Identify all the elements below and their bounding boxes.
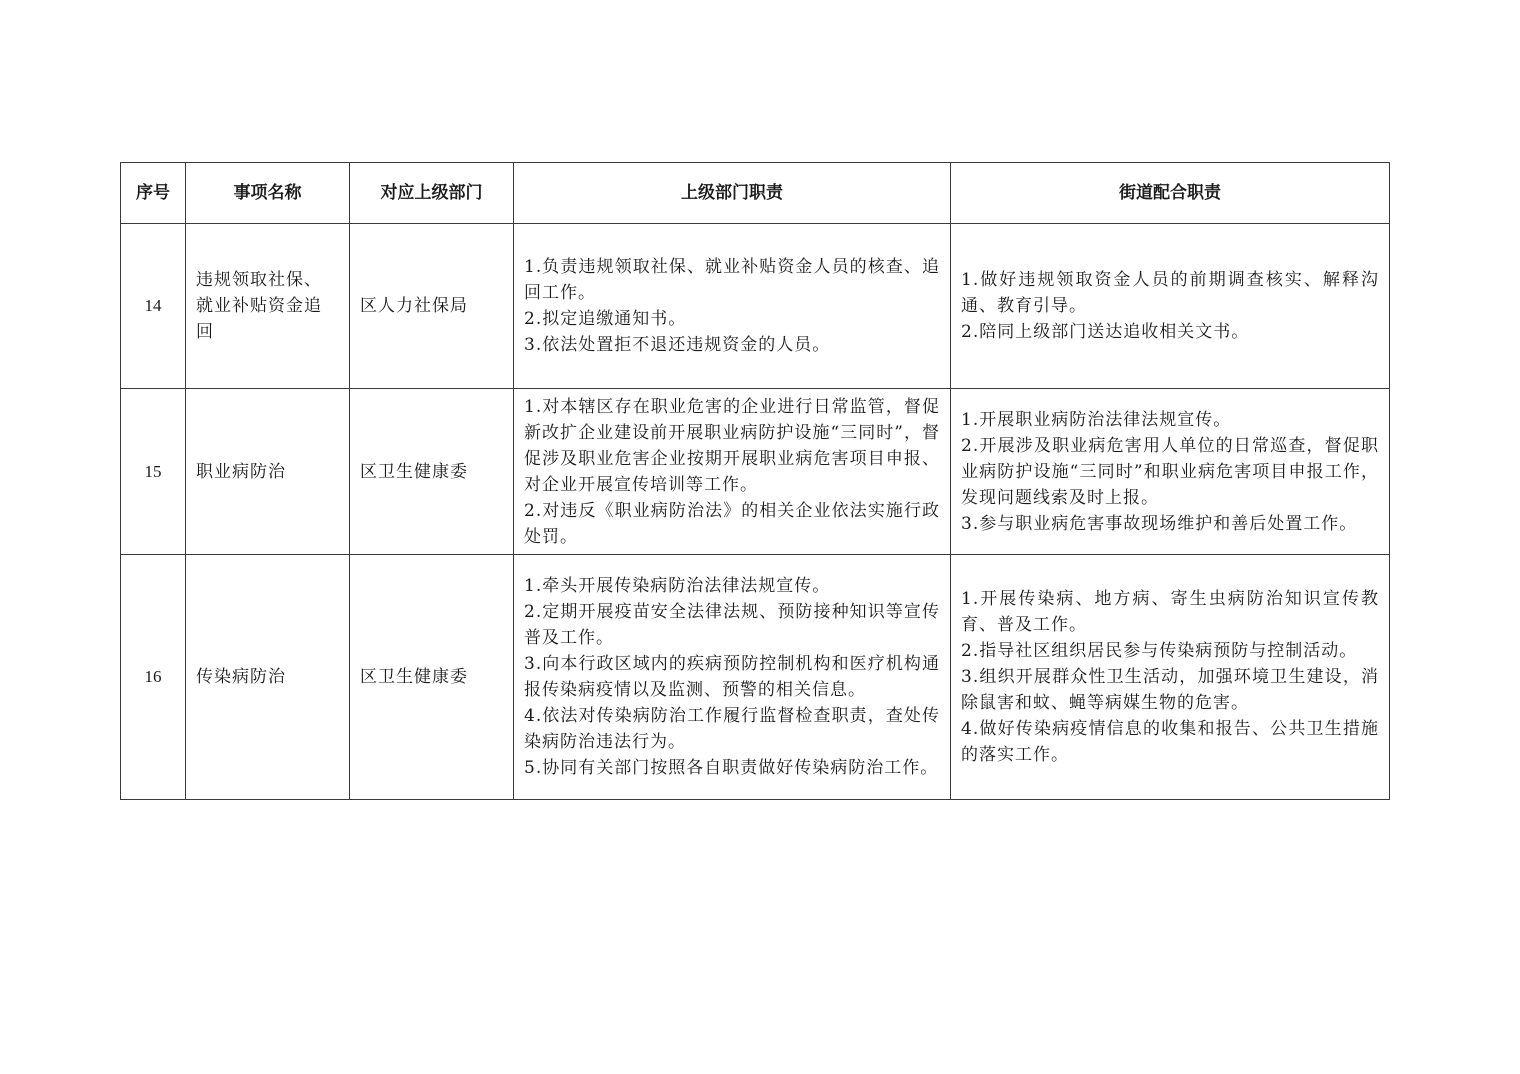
header-street-duty: 街道配合职责 (951, 163, 1390, 224)
row-upper-duty (514, 555, 951, 800)
duty-line: 2.陪同上级部门送达追收相关文书。 (961, 322, 1250, 342)
row-seq: 14 (121, 224, 186, 389)
header-seq: 序号 (121, 163, 186, 224)
table-row (121, 224, 1390, 389)
row-street-duty (951, 224, 1390, 389)
row-seq: 16 (121, 555, 186, 800)
row-street-duty (951, 389, 1390, 555)
duty-line: 3.向本行政区域内的疾病预防控制机构和医疗机构通报传染病疫情以及监测、预警的相关信息。 (524, 654, 940, 700)
row-item-name: 违规领取社保、就业补贴资金追回 (186, 224, 350, 389)
row-seq: 15 (121, 389, 186, 555)
row-dept: 区人力社保局 (350, 224, 514, 389)
duty-line: 2.对违反《职业病防治法》的相关企业依法实施行政处罚。 (524, 500, 940, 547)
row-street-duty (951, 555, 1390, 800)
duty-line: 5.协同有关部门按照各自职责做好传染病防治工作。 (524, 758, 939, 778)
row-item-name: 职业病防治 (186, 389, 350, 555)
duty-line: 2.拟定追缴通知书。 (524, 309, 687, 329)
duty-line: 1.负责违规领取社保、就业补贴资金人员的核查、追回工作。 (524, 257, 940, 303)
table-header-row (121, 163, 1390, 224)
duty-line: 1.做好违规领取资金人员的前期调查核实、解释沟通、教育引导。 (961, 270, 1379, 316)
duty-table (120, 162, 1390, 800)
row-dept: 区卫生健康委 (350, 389, 514, 555)
duty-line: 2.定期开展疫苗安全法律法规、预防接种知识等宣传普及工作。 (524, 602, 940, 648)
header-upper-duty: 上级部门职责 (514, 163, 951, 224)
duty-line: 1.开展传染病、地方病、寄生虫病防治知识宣传教育、普及工作。 (961, 589, 1379, 635)
row-upper-duty (514, 224, 951, 389)
row-dept: 区卫生健康委 (350, 555, 514, 800)
row-item-name: 传染病防治 (186, 555, 350, 800)
header-item-name: 事项名称 (186, 163, 350, 224)
duty-line: 3.参与职业病危害事故现场维护和善后处置工作。 (961, 513, 1358, 534)
row-upper-duty (514, 389, 951, 555)
duty-line: 4.做好传染病疫情信息的收集和报告、公共卫生措施的落实工作。 (961, 719, 1379, 765)
duty-line: 3.依法处置拒不退还违规资金的人员。 (524, 335, 831, 355)
duty-line: 4.依法对传染病防治工作履行监督检查职责，查处传染病防治违法行为。 (524, 706, 940, 752)
duty-line: 1.牵头开展传染病防治法律法规宣传。 (524, 576, 831, 596)
duty-line: 1.开展职业病防治法律法规宣传。 (961, 409, 1232, 430)
duty-line: 2.开展涉及职业病危害用人单位的日常巡查，督促职业病防护设施“三同时”和职业病危害项目申报工作，发现问题线索及时上报。 (961, 435, 1379, 508)
table-row (121, 389, 1390, 555)
duty-line: 3.组织开展群众性卫生活动，加强环境卫生建设，消除鼠害和蚊、蝇等病媒生物的危害。 (961, 667, 1379, 713)
duty-line: 1.对本辖区存在职业危害的企业进行日常监管，督促新改扩企业建设前开展职业病防护设施“三同时”，督促涉及职业危害企业按期开展职业病危害项目申报、对企业开展宣传培训等工作。 (524, 396, 940, 495)
table-row (121, 555, 1390, 800)
header-upper-dept: 对应上级部门 (350, 163, 514, 224)
duty-line: 2.指导社区组织居民参与传染病预防与控制活动。 (961, 641, 1358, 661)
